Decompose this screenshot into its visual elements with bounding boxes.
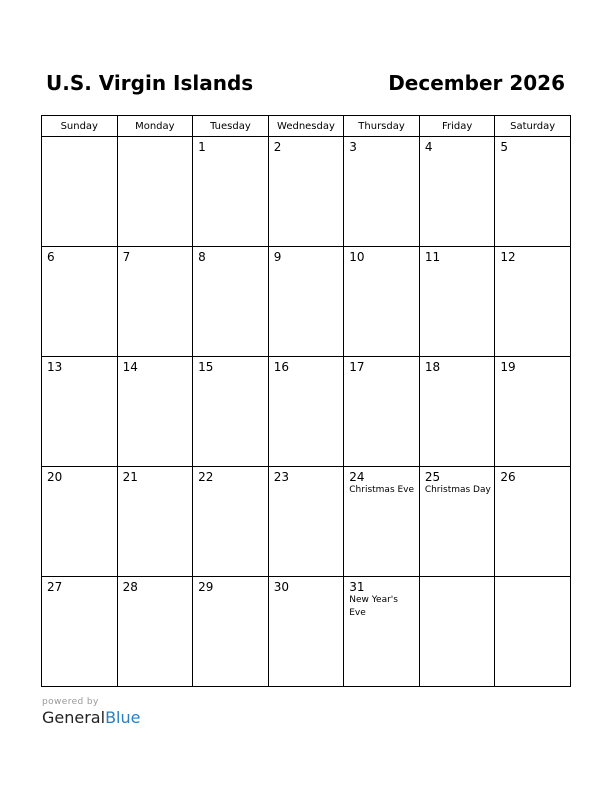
brand-name-general: General (42, 708, 106, 727)
day-number: 26 (500, 470, 516, 484)
calendar-body (42, 137, 571, 687)
week-row (42, 357, 571, 467)
brand-logo (42, 708, 140, 728)
weekday-header-row (42, 116, 571, 137)
day-number: 1 (198, 140, 206, 154)
day-cell (42, 467, 118, 577)
day-number: 16 (273, 360, 289, 374)
day-number: 30 (273, 580, 289, 594)
day-number: 15 (198, 360, 214, 374)
day-cell (495, 247, 571, 357)
footer-branding (42, 697, 140, 728)
weekday-header: Monday (117, 116, 193, 137)
day-cell (495, 357, 571, 467)
day-cell (268, 577, 344, 687)
day-cell (117, 577, 193, 687)
day-cell (42, 357, 118, 467)
day-cell (193, 357, 269, 467)
day-number: 3 (349, 140, 357, 154)
week-row (42, 137, 571, 247)
day-number: 7 (122, 250, 131, 264)
day-number: 27 (47, 580, 63, 594)
day-number: 10 (349, 250, 365, 264)
day-cell (268, 247, 344, 357)
day-cell (117, 247, 193, 357)
day-number: 6 (47, 250, 55, 264)
day-cell (193, 247, 269, 357)
day-number: 14 (122, 360, 138, 374)
day-number: 9 (273, 250, 282, 264)
day-number: 24 (349, 470, 365, 484)
day-cell (268, 137, 344, 247)
day-number: 8 (198, 250, 206, 264)
day-cell (344, 467, 420, 577)
day-number: 13 (47, 360, 63, 374)
weekday-header: Sunday (42, 116, 118, 137)
calendar-grid (41, 115, 571, 687)
day-number: 18 (424, 360, 441, 374)
day-cell (419, 577, 495, 687)
day-cell (495, 467, 571, 577)
day-number: 29 (198, 580, 214, 594)
calendar-month-title: December 2026 (388, 71, 565, 95)
day-cell (419, 467, 495, 577)
day-number: 17 (349, 360, 365, 374)
day-number: 23 (273, 470, 289, 484)
day-cell (193, 577, 269, 687)
day-cell (117, 357, 193, 467)
day-number: 21 (122, 470, 138, 484)
holiday-label: Christmas Eve (349, 485, 415, 495)
day-cell (344, 357, 420, 467)
day-cell (495, 577, 571, 687)
day-number: 2 (273, 140, 282, 154)
week-row (42, 577, 571, 687)
day-cell (193, 467, 269, 577)
day-number: 22 (198, 470, 214, 484)
day-cell (42, 247, 118, 357)
day-cell (268, 467, 344, 577)
day-number: 11 (424, 250, 441, 264)
holiday-label: New Year's Eve (349, 595, 398, 618)
day-number: 19 (500, 360, 516, 374)
day-cell (344, 247, 420, 357)
weekday-header: Saturday (495, 116, 571, 137)
weekday-header: Thursday (344, 116, 420, 137)
weekday-header: Tuesday (193, 116, 269, 137)
day-cell (117, 137, 193, 247)
week-row (42, 247, 571, 357)
day-cell (495, 137, 571, 247)
powered-by-text: powered by (42, 697, 99, 707)
weekday-header: Friday (419, 116, 495, 137)
day-number: 25 (424, 470, 441, 484)
day-number: 31 (349, 580, 365, 594)
day-cell (344, 577, 420, 687)
day-cell (193, 137, 269, 247)
holiday-label: Christmas Day (424, 485, 491, 495)
day-cell (268, 357, 344, 467)
day-cell (419, 247, 495, 357)
weekday-header: Wednesday (268, 116, 344, 137)
day-cell (419, 357, 495, 467)
day-cell (42, 137, 118, 247)
calendar-region-title: U.S. Virgin Islands (46, 71, 254, 95)
day-number: 20 (47, 470, 63, 484)
day-number: 5 (500, 140, 509, 154)
day-cell (344, 137, 420, 247)
day-cell (117, 467, 193, 577)
day-number: 12 (500, 250, 516, 264)
day-number: 4 (424, 140, 433, 154)
day-number: 28 (122, 580, 138, 594)
brand-name-blue: Blue (105, 708, 141, 727)
day-cell (42, 577, 118, 687)
day-cell (419, 137, 495, 247)
week-row (42, 467, 571, 577)
